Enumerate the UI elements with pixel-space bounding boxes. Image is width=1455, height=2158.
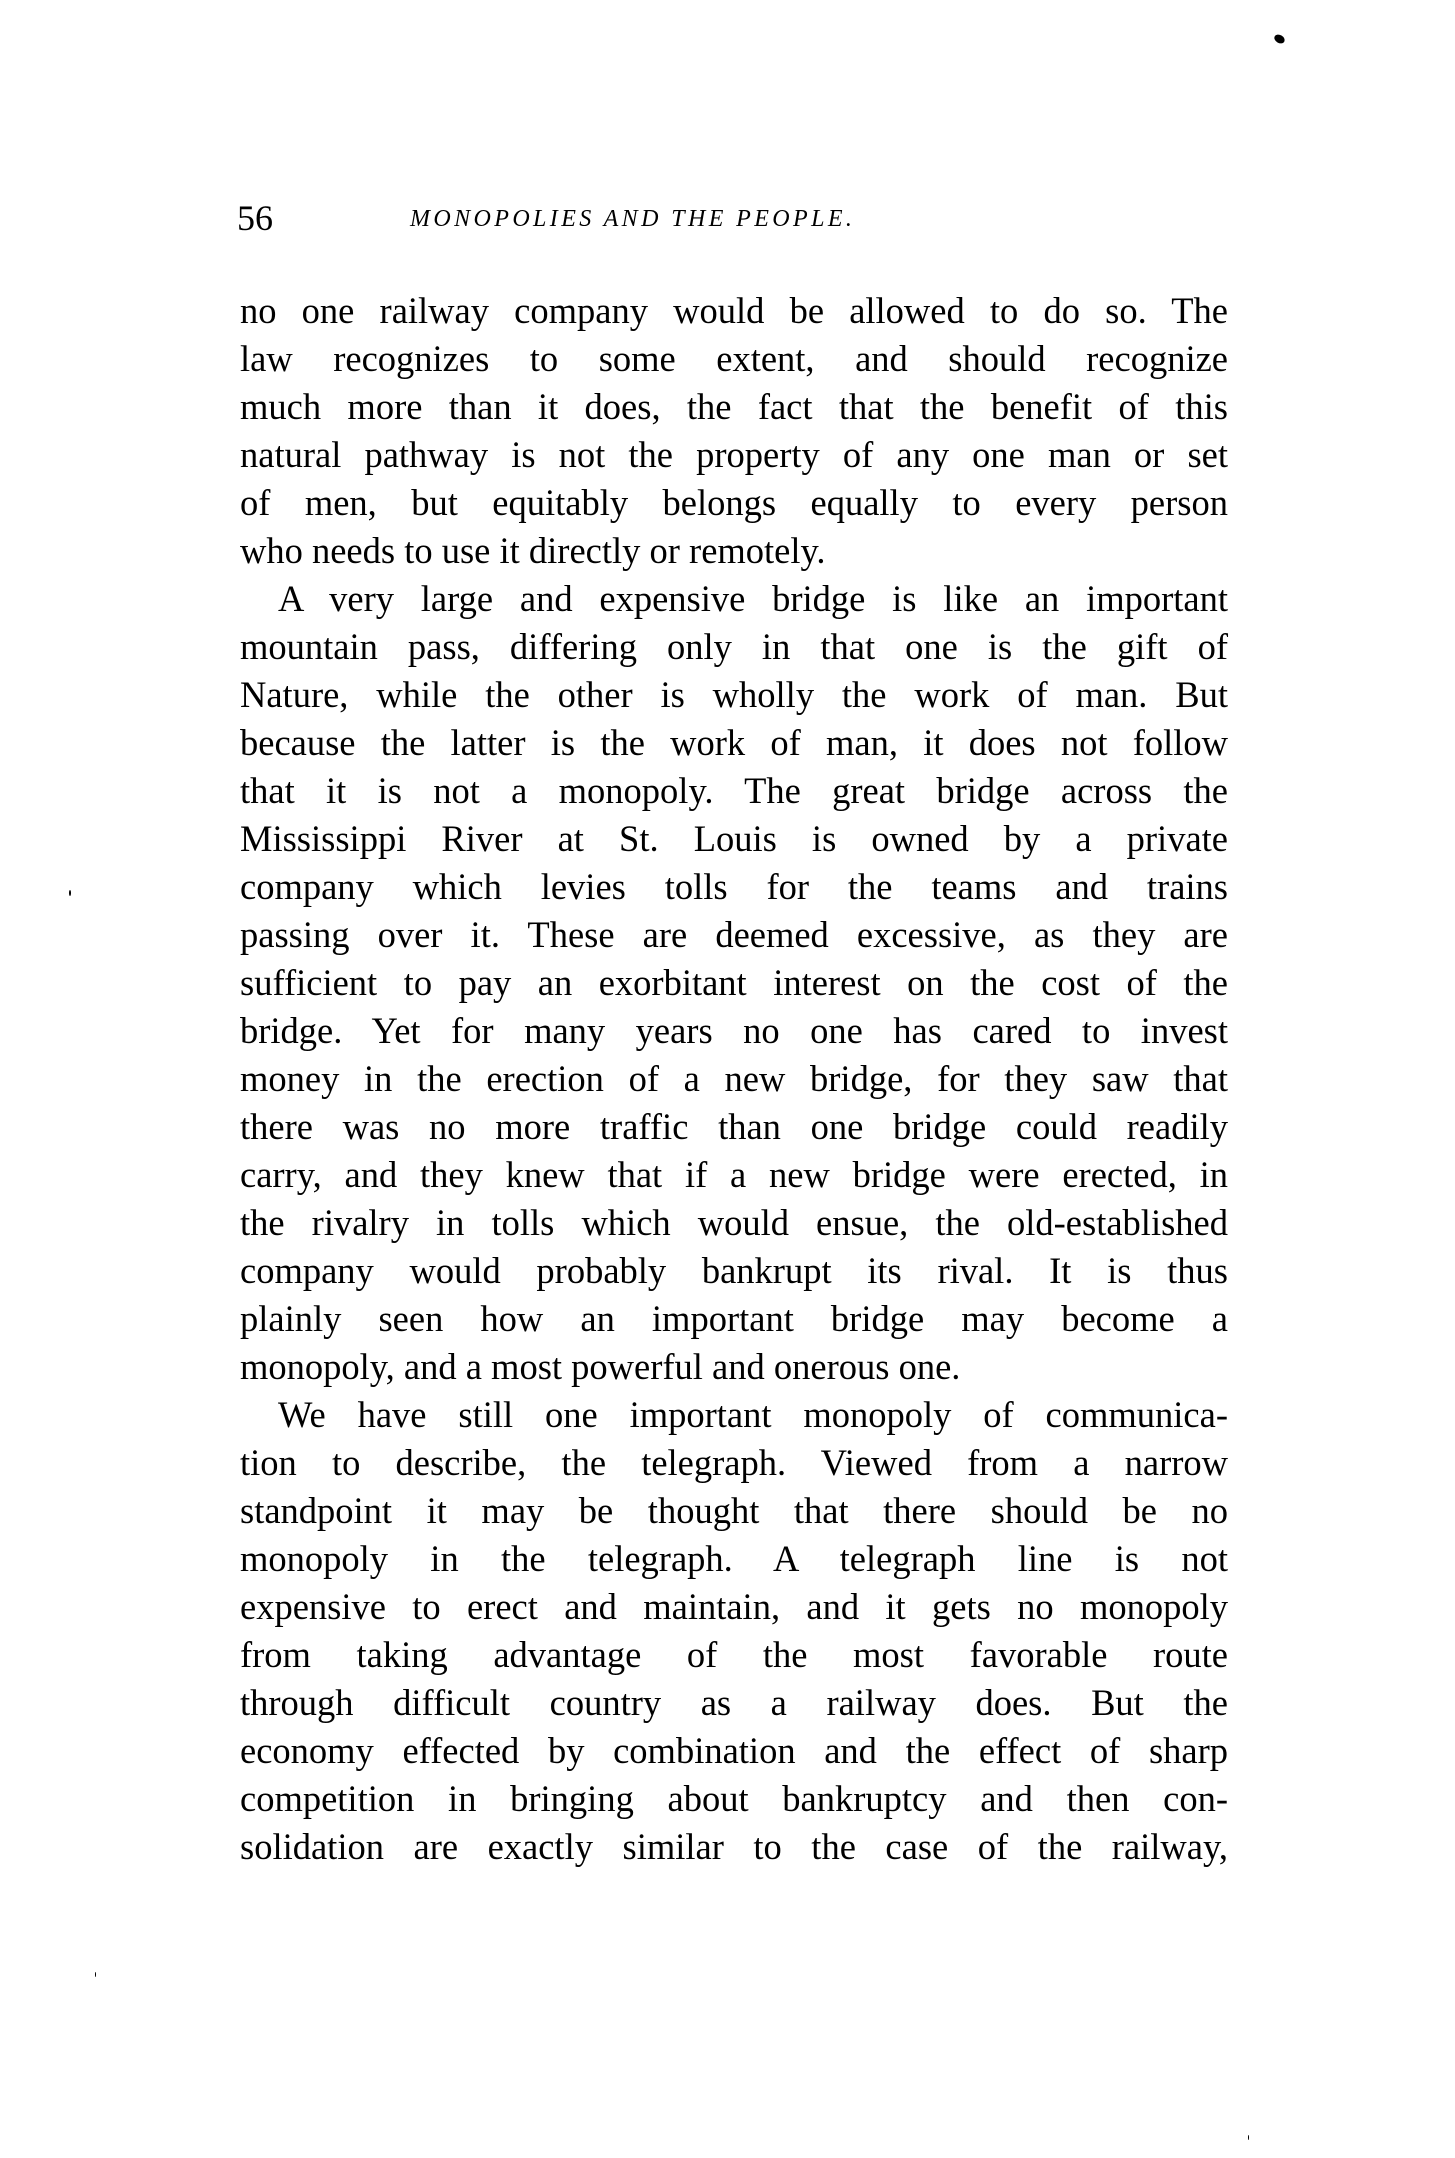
- text-line: passing over it. These are deemed excessive, as they are: [240, 914, 1228, 955]
- text-line: expensive to erect and maintain, and it gets no monopoly: [240, 1586, 1228, 1627]
- text-line: carry, and they knew that if a new bridge were erected, in: [240, 1154, 1228, 1195]
- text-line: the rivalry in tolls which would ensue, the old-established: [240, 1202, 1228, 1243]
- text-line: law recognizes to some extent, and should recognize: [240, 338, 1228, 379]
- text-line: from taking advantage of the most favorable route: [240, 1634, 1228, 1675]
- text-line: that it is not a monopoly. The great bridge across the: [240, 770, 1228, 811]
- text-line: natural pathway is not the property of any one man or set: [240, 434, 1228, 475]
- text-line: Nature, while the other is wholly the work of man. But: [240, 674, 1228, 715]
- ink-speck: [95, 1972, 96, 1977]
- text-line: company would probably bankrupt its rival. It is thus: [240, 1250, 1228, 1291]
- ink-speck: [1273, 33, 1287, 45]
- ink-speck: [69, 890, 71, 896]
- text-line: sufficient to pay an exorbitant interest on the cost of the: [240, 962, 1228, 1003]
- text-line: competition in bringing about bankruptcy and then con-: [240, 1778, 1228, 1819]
- running-title: MONOPOLIES AND THE PEOPLE.: [410, 206, 856, 232]
- paragraph: [240, 1391, 1228, 1871]
- body-text: [240, 287, 1228, 1871]
- text-line: no one railway company would be allowed to do so. The: [240, 290, 1228, 331]
- text-line: economy effected by combination and the effect of sharp: [240, 1730, 1228, 1771]
- text-line: much more than it does, the fact that the benefit of this: [240, 386, 1228, 427]
- text-line: monopoly in the telegraph. A telegraph line is not: [240, 1538, 1228, 1579]
- text-line: tion to describe, the telegraph. Viewed from a narrow: [240, 1442, 1228, 1483]
- text-line: bridge. Yet for many years no one has cared to invest: [240, 1010, 1228, 1051]
- text-line: money in the erection of a new bridge, for they saw that: [240, 1058, 1228, 1099]
- text-line: who needs to use it directly or remotely.: [240, 530, 826, 571]
- text-line: mountain pass, differing only in that one is the gift of: [240, 626, 1228, 667]
- text-line: solidation are exactly similar to the case of the railway,: [240, 1826, 1228, 1867]
- paragraph: [240, 287, 1228, 575]
- text-line: through difficult country as a railway does. But the: [240, 1682, 1228, 1723]
- page-number: 56: [237, 198, 273, 238]
- page-header: [237, 196, 1227, 240]
- text-line: there was no more traffic than one bridge could readily: [240, 1106, 1228, 1147]
- text-line: A very large and expensive bridge is like an important: [278, 578, 1228, 619]
- text-line: We have still one important monopoly of communica-: [278, 1394, 1228, 1435]
- text-line: because the latter is the work of man, it does not follow: [240, 722, 1228, 763]
- text-line: monopoly, and a most powerful and onerous one.: [240, 1346, 961, 1387]
- text-line: plainly seen how an important bridge may become a: [240, 1298, 1228, 1339]
- text-line: standpoint it may be thought that there should be no: [240, 1490, 1228, 1531]
- paragraph: [240, 575, 1228, 1391]
- text-line: company which levies tolls for the teams and trains: [240, 866, 1228, 907]
- text-line: Mississippi River at St. Louis is owned by a private: [240, 818, 1228, 859]
- text-line: of men, but equitably belongs equally to every person: [240, 482, 1228, 523]
- ink-speck: [1248, 2135, 1249, 2140]
